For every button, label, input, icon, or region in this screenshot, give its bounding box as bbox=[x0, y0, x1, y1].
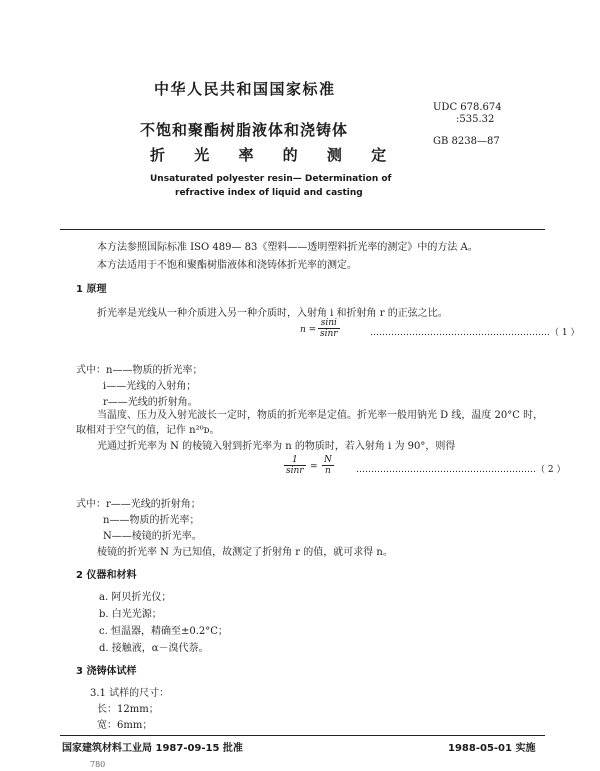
title-en-line1: Unsaturated polyester resin— Determination of bbox=[150, 174, 392, 184]
approval-note: 国家建筑材料工业局 1987-09-15 批准 bbox=[62, 743, 243, 754]
instrument-item-a: a. 阿贝折光仪； bbox=[99, 592, 172, 603]
instrument-item-d: d. 接触液，α－溴代萘。 bbox=[99, 643, 209, 654]
instrument-item-b: b. 白光光源； bbox=[99, 609, 162, 620]
equation-2-number: ……………………………………………………（ 2 ） bbox=[356, 465, 566, 475]
title-zh-line1: 不饱和聚酯树脂液体和浇铸体 bbox=[140, 121, 349, 139]
equation-1-denominator: sinr bbox=[320, 329, 338, 339]
title-en-line2: refractive index of liquid and casting bbox=[175, 188, 363, 198]
equation-2-denominator-left: sinr bbox=[286, 466, 304, 476]
section-1-paragraph-1: 折光率是光线从一种介质进入另一种介质时，入射角 i 和折射角 r 的正弦之比。 bbox=[97, 308, 448, 319]
section-3-1-heading: 3.1 试样的尺寸： bbox=[90, 688, 170, 699]
effective-date: 1988-05-01 实施 bbox=[448, 743, 536, 754]
equation-2-fraction-right bbox=[322, 455, 334, 476]
definition-2-r: 式中：r——光线的折射角； bbox=[76, 499, 201, 510]
definition-1-i: i——光线的入射角； bbox=[103, 381, 197, 392]
definition-2-n: n——物质的折光率； bbox=[103, 515, 200, 526]
equation-2-fraction-left bbox=[284, 455, 306, 476]
equation-2-numerator-right: N bbox=[324, 455, 332, 465]
equation-2-equals: = bbox=[310, 462, 318, 472]
page-number: 780 bbox=[90, 760, 106, 769]
equation-1-lhs: n = bbox=[300, 325, 317, 335]
section-2-heading: 2 仪器和材料 bbox=[76, 570, 137, 581]
instrument-item-c: c. 恒温器，精确至±0.2°C； bbox=[99, 626, 228, 637]
gb-code: GB 8238—87 bbox=[433, 136, 500, 147]
section-1-paragraph-4: 棱镜的折光率 N 为已知值，故测定了折射角 r 的值，就可求得 n。 bbox=[97, 547, 393, 558]
equation-2-denominator-right: n bbox=[325, 466, 331, 476]
footer-divider bbox=[60, 735, 545, 736]
equation-2-numerator-left: 1 bbox=[284, 455, 306, 466]
section-3-heading: 3 浇铸体试样 bbox=[76, 666, 137, 677]
specimen-width: 宽：6mm； bbox=[97, 720, 153, 731]
title-zh-line2: 折 光 率 的 测 定 bbox=[150, 146, 399, 164]
section-1-paragraph-2a: 当温度、压力及入射光波长一定时，物质的折光率是定值。折光率一般用钠光 D 线，温度 20°C 时， bbox=[97, 410, 544, 421]
standard-header-title: 中华人民共和国国家标准 bbox=[154, 80, 336, 98]
section-1-paragraph-2b: 取相对于空气的值，记作 n²⁰ᴅ。 bbox=[76, 425, 220, 436]
equation-1-number: ……………………………………………………（ 1 ） bbox=[370, 328, 580, 338]
equation-1-fraction bbox=[318, 318, 340, 339]
definition-1-r: r——光线的折射角。 bbox=[103, 397, 198, 408]
udc-code-line1: UDC 678.674 bbox=[433, 102, 502, 113]
definition-1-n: 式中：n——物质的折光率； bbox=[76, 365, 203, 376]
intro-paragraph-1: 本方法参照国际标准 ISO 489— 83《塑料——透明塑料折光率的测定》中的方法 A。 bbox=[97, 242, 478, 253]
intro-paragraph-2: 本方法适用于不饱和聚酯树脂液体和浇铸体折光率的测定。 bbox=[97, 260, 357, 271]
udc-code-line2: :535.32 bbox=[456, 114, 495, 125]
specimen-length: 长：12mm； bbox=[97, 704, 159, 715]
definition-2-N: N——棱镜的折光率。 bbox=[103, 531, 202, 542]
equation-1-numerator: sini bbox=[318, 318, 340, 329]
section-1-paragraph-3: 光通过折光率为 N 的棱镜入射到折光率为 n 的物质时，若入射角 i 为 90°，则得 bbox=[97, 441, 456, 452]
section-1-heading: 1 原理 bbox=[76, 284, 107, 295]
top-divider bbox=[60, 229, 545, 230]
